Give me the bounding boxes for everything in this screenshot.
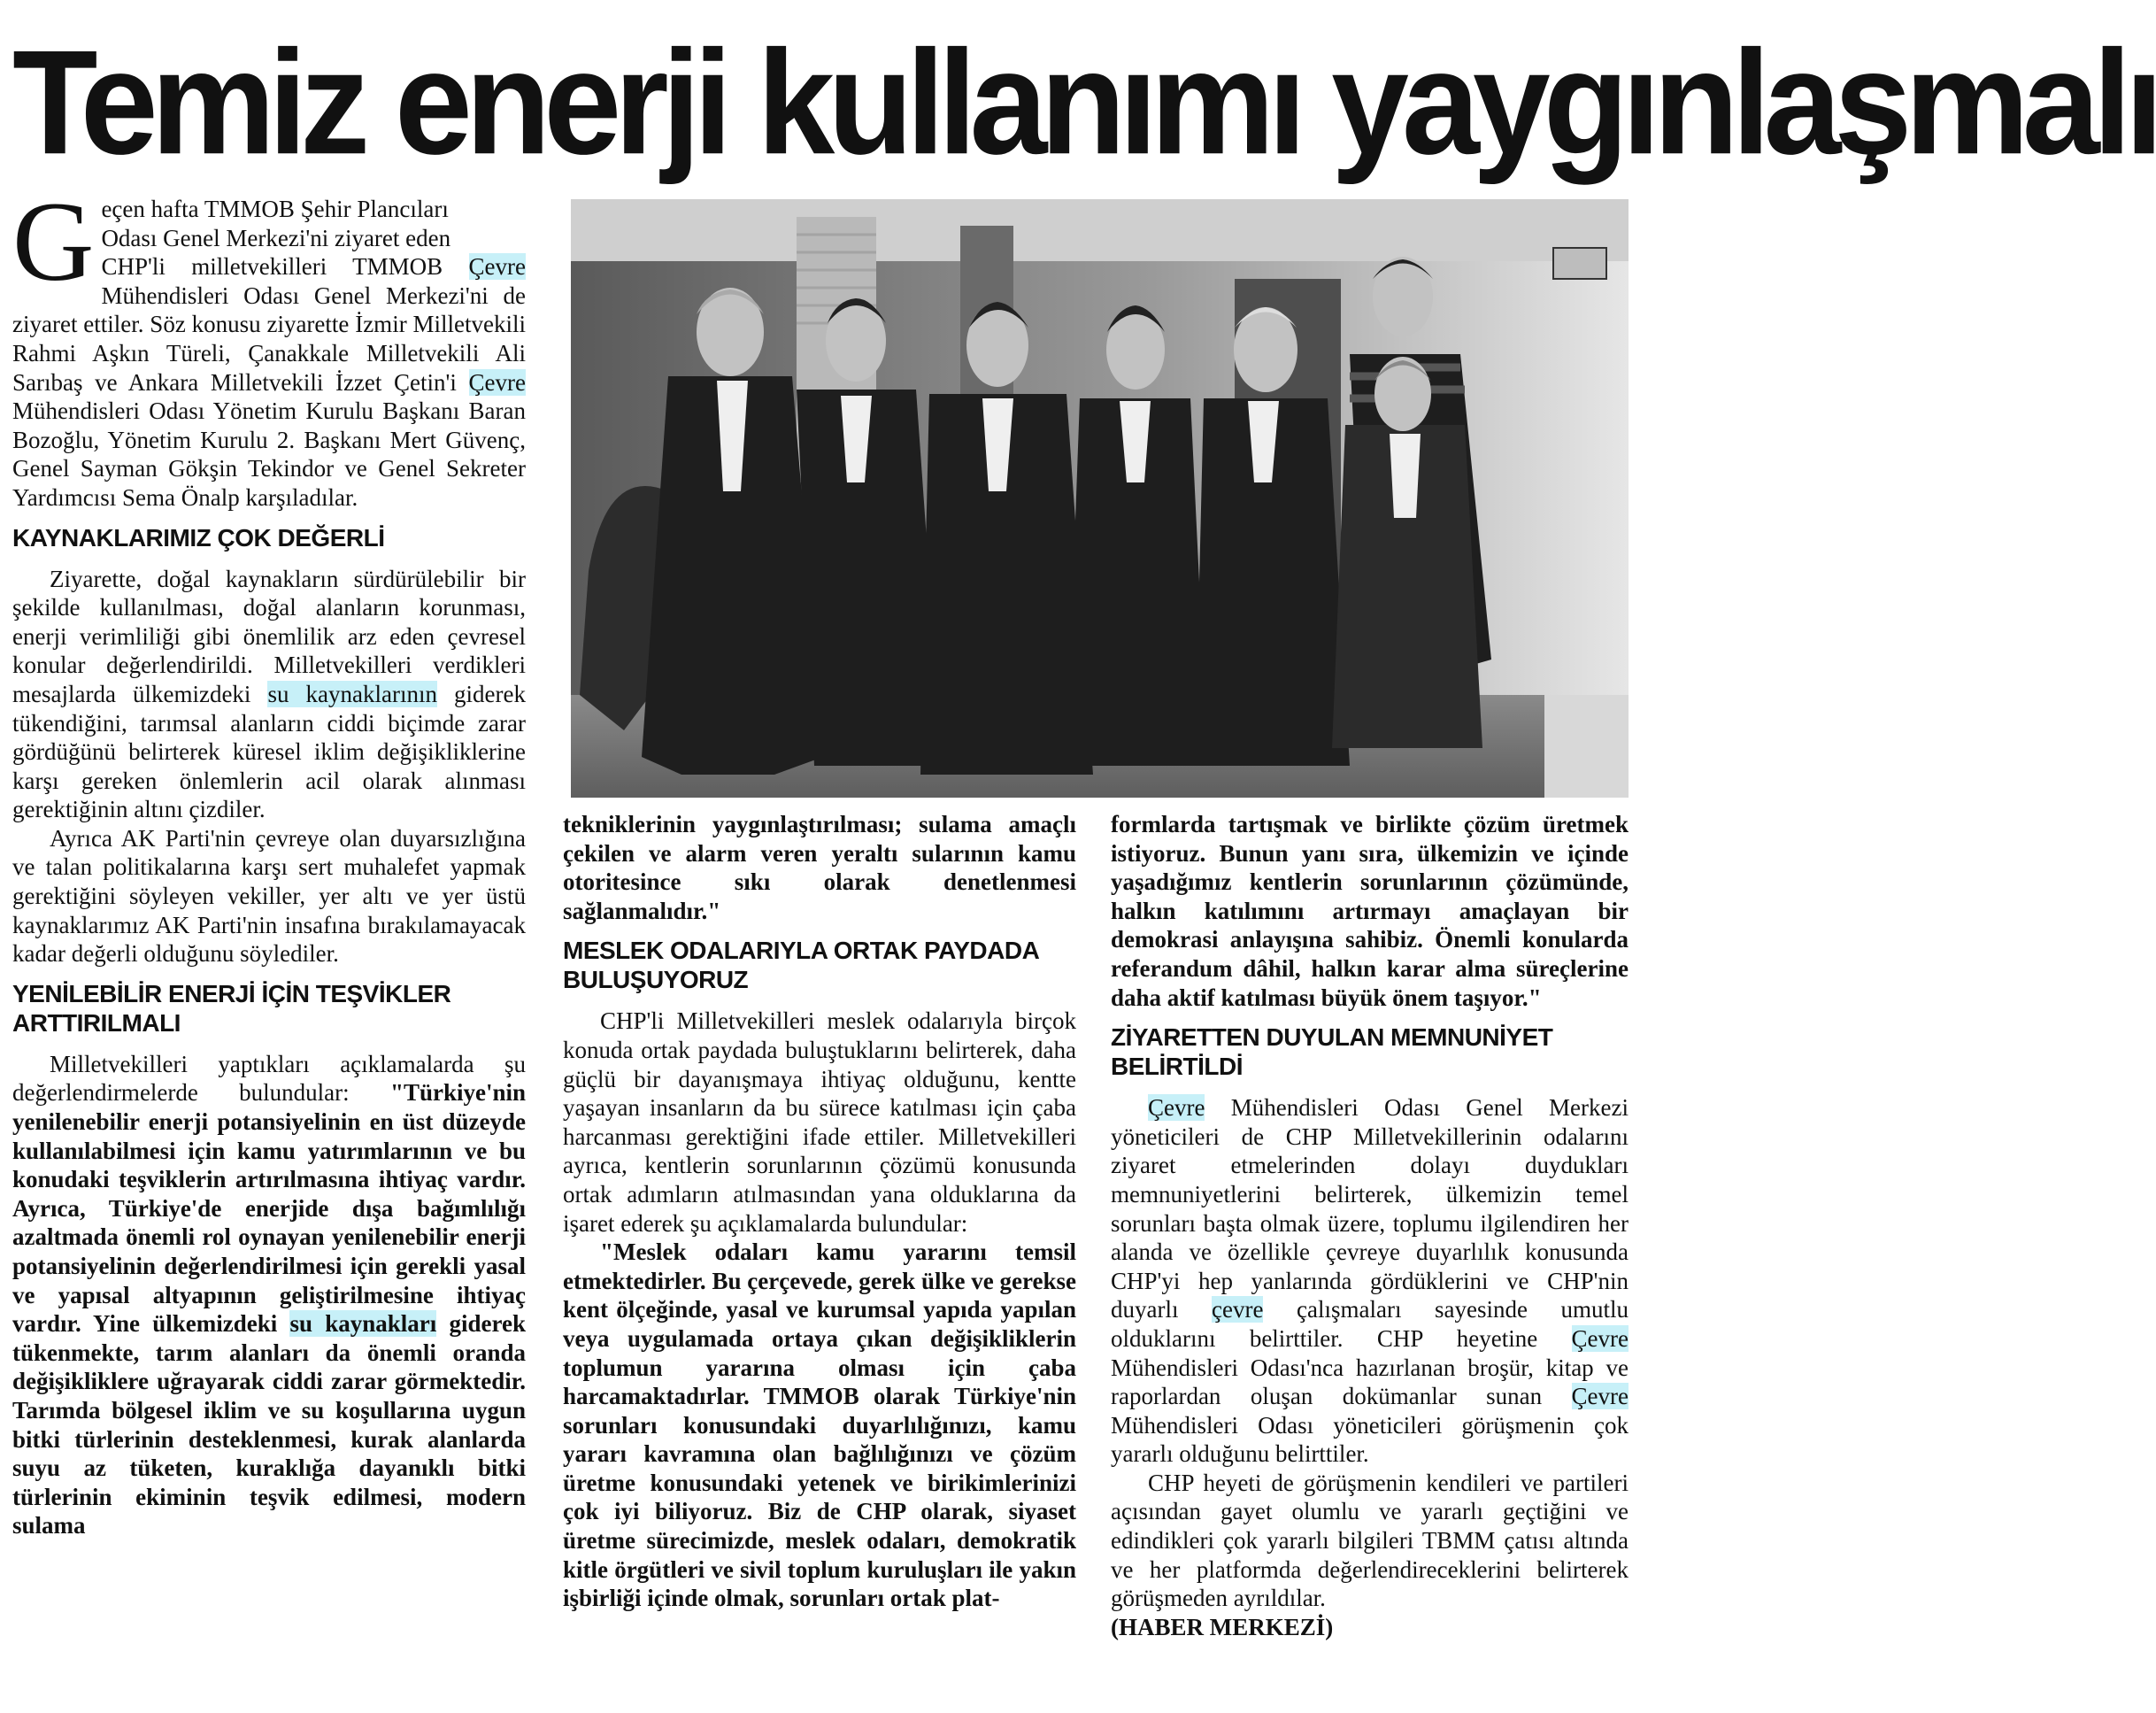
column3-paragraph-2: CHP heyeti de görüşmenin kendileri ve partileri açısından gayet olumlu ve yararlı geçtiğini ve edindikleri çok yararlı bilgileri TBMM çatısı altında ve her platformda değerlendireceklerini belirterek görüşmeden ayrıldılar. — [1111, 1469, 1629, 1612]
highlight-su-kaynaklari: su kaynakları — [289, 1310, 437, 1338]
highlight-su-kaynaklarinin: su kaynaklarının — [267, 680, 437, 707]
column3-paragraph-1 — [1111, 1093, 1629, 1469]
highlight-cevre: Çevre — [1571, 1324, 1629, 1352]
column-1 — [12, 179, 526, 1540]
section1-paragraph-2: Ayrıca AK Parti'nin çevreye olan duyarsızlığına ve talan politikalarına karşı sert muhalefet yapmak gerektiğini söyleyen vekiller, yer altı ve yer üstü kaynaklarımız AK Parti'nin insafına bırakılamayacak kadar değerli olduğunu söylediler. — [12, 824, 526, 968]
section2-quote-a: "Türkiye'nin yenilenebilir enerji potansiyelinin en üst düzeyde kullanılabilmesi için kamu yatırımlarının ve bu konudaki teşviklerin artırılmasına ihtiyaç vardır. Ayrıca, Türkiye'de enerjide dışa bağımlılığı azaltmada önemli rol oynayan yenilenebilir enerji potansiyelinin değerlendirilmesi için gerekli yasal ve yapısal altyapının geliştirilmesine ihtiyaç vardır. Yine ülkemizdeki — [12, 1079, 526, 1338]
highlight-cevre: Çevre — [1148, 1094, 1205, 1122]
column3-text-c: Mühendisleri Odası'nca hazırlanan broşür, kitap ve raporlardan oluşan dokümanlar sunan — [1111, 1354, 1629, 1410]
highlight-cevre: Çevre — [468, 253, 526, 281]
section2-paragraph — [12, 1050, 526, 1540]
column3-text-d: Mühendisleri Odası yöneticileri görüşmenin çok yararlı olduğunu belirttiler. — [1111, 1411, 1629, 1468]
subheading-yenilenebilir: YENİLEBİLİR ENERJİ İÇİN TEŞVİKLER ARTTIRILMALI — [12, 979, 451, 1037]
intro-text-3: Mühendisleri Odası Yönetim Kurulu Başkanı Baran Bozoğlu, Yönetim Kurulu 2. Başkanı Mert Güvenç, Genel Sayman Gökşin Tekindor ve Genel Sekreter Yardımcısı Sema Önalp karşıladılar. — [12, 397, 526, 511]
headline: Temiz enerji kullanımı yaygınlaşmalı — [12, 19, 2156, 186]
column2-quote: "Meslek odaları kamu yararını temsil etmektedirler. Bu çerçevede, gerek ülke ve gerekse kent ölçeğinde, yasal ve kurumsal yapıda yapılan veya uygulamada ortaya çıkan değişikliklerin toplumun yararına olması için çaba harcamaktadırlar. TMMOB olarak Türkiye'nin sorunları konusundaki duyarlılığınızı, kamu yararı kavramına olan bağlılığınızı ve çözüm üretme konusundaki yetenek ve birikimlerinizi çok iyi biliyoruz. Biz de CHP olarak, siyaset üretme sürecimizde, meslek odaları, demokratik kitle örgütleri ve sivil toplum kuruluşları ile yakın işbirliği içinde olmak, sorunları ortak plat- — [563, 1238, 1076, 1612]
column2-paragraph-1: CHP'li Milletvekilleri meslek odalarıyla birçok konuda ortak paydada buluştuklarını belirterek, daha güçlü bir dayanışmaya ihtiyaç olduğunu, kentte yaşayan insanların da bu sürece katılması için çaba harcanması gerektiğini ifade ettiler. Milletvekilleri ayrıca, kentlerin sorunlarının çözümü konusunda ortak adımların atılmasından yana olduklarına da işaret ederek şu açıklamalarda bulundular: — [563, 1007, 1076, 1237]
intro-line-3: CHP'li milletvekilleri TMMOB — [101, 253, 469, 281]
photo-illustration — [571, 199, 1629, 798]
highlight-cevre: Çevre — [468, 368, 526, 396]
highlight-cevre: Çevre — [1571, 1383, 1629, 1410]
group-photo — [571, 199, 1629, 798]
column3-text-b: çalışmaları sayesinde umutlu olduklarını belirttiler. CHP heyetine — [1111, 1296, 1629, 1352]
section2-quote-b: giderek tükenmekte, tarım alanları da önemli oranda değişikliklere uğrayarak ciddi zarar görmektedir. Tarımda bölgesel iklim ve su koşullarına uygun bitki türlerinin desteklenmesi, kurak alanlarda suyu az tüketen, kuraklığa dayanıklı bitki türlerinin ekiminin teşvik edilmesi, modern sulama — [12, 1310, 526, 1539]
subheading-kaynaklarimiz: KAYNAKLARIMIZ ÇOK DEĞERLİ — [12, 523, 385, 552]
section2-text: Milletvekilleri yaptıkları açıklamalarda şu değerlendirmelerde bulundular: — [12, 1050, 526, 1107]
column-3 — [1111, 810, 1629, 1641]
column3-continuation: formlarda tartışmak ve birlikte çözüm üretmek istiyoruz. Bunun yanı sıra, ülkemizin ve içinde yaşadığımız kentlerin sorunlarının çözümünde, halkın katılımını artırmayı amaçlayan bir demokrasi anlayışına sahibiz. Önemli konularda referandum dâhil, halkın karar alma süreçlerine daha aktif katılması büyük önem taşıyor." — [1111, 811, 1629, 1011]
intro-text-2: Mühendisleri Odası Genel Merkezi'ni de ziyaret ettiler. Söz konusu ziyarette İzmir Milletvekili Rahmi Aşkın Türeli, Çanakkale Milletvekili Ali Sarıbaş ve Ankara Milletvekili İzzet Çetin'i — [12, 282, 526, 396]
subheading-memnuniyet: ZİYARETTEN DUYULAN MEMNUNİYET BELİRTİLDİ — [1111, 1023, 1553, 1081]
highlight-cevre: çevre — [1212, 1296, 1264, 1323]
section1-text-b: giderek tükendiğini, tarımsal alanların ciddi biçimde zarar gördüğünü belirterek küresel iklim değişikliklerine karşı gereken önlemlerin acil olarak alınması gerektiğinin altını çizdiler. — [12, 680, 526, 823]
column-2 — [563, 810, 1076, 1613]
byline: (HABER MERKEZİ) — [1111, 1613, 1334, 1640]
section1-text-a: Ziyarette, doğal kaynakların sürdürülebilir bir şekilde kullanılması, doğal alanların korunması, enerji verimliliği gibi önemlilik arz eden çevresel konular değerlendirildi. Milletvekilleri verdikleri mesajlarda ülkemizdeki — [12, 565, 526, 707]
intro-paragraph — [12, 179, 526, 513]
column2-continuation: tekniklerinin yaygınlaştırılması; sulama amaçlı çekilen ve alarm veren yeraltı sularının kamu otoritesince sıkı olarak denetlenmesi sağlanmalıdır." — [563, 811, 1076, 924]
intro-line-1: eçen hafta TMMOB Şehir Plancıları — [101, 196, 449, 222]
subheading-meslek-odalari: MESLEK ODALARIYLA ORTAK PAYDADA BULUŞUYORUZ — [563, 937, 1039, 994]
column3-text-a: Mühendisleri Odası Genel Merkezi yöneticileri de CHP Milletvekillerinin odalarını ziyaret etmelerinden dolayı duydukları memnuniyetlerini belirterek, ülkemizin temel sorunları başta olmak üzere, toplumu ilgilendiren her alanda ve özellikle çevreye duyarlılık konusunda CHP'yi hep yanlarında gördüklerini ve CHP'nin duyarlı — [1111, 1094, 1629, 1323]
drop-cap: G — [12, 179, 95, 305]
section1-paragraph-1 — [12, 565, 526, 824]
intro-line-2: Odası Genel Merkezi'ni ziyaret eden — [101, 224, 451, 251]
